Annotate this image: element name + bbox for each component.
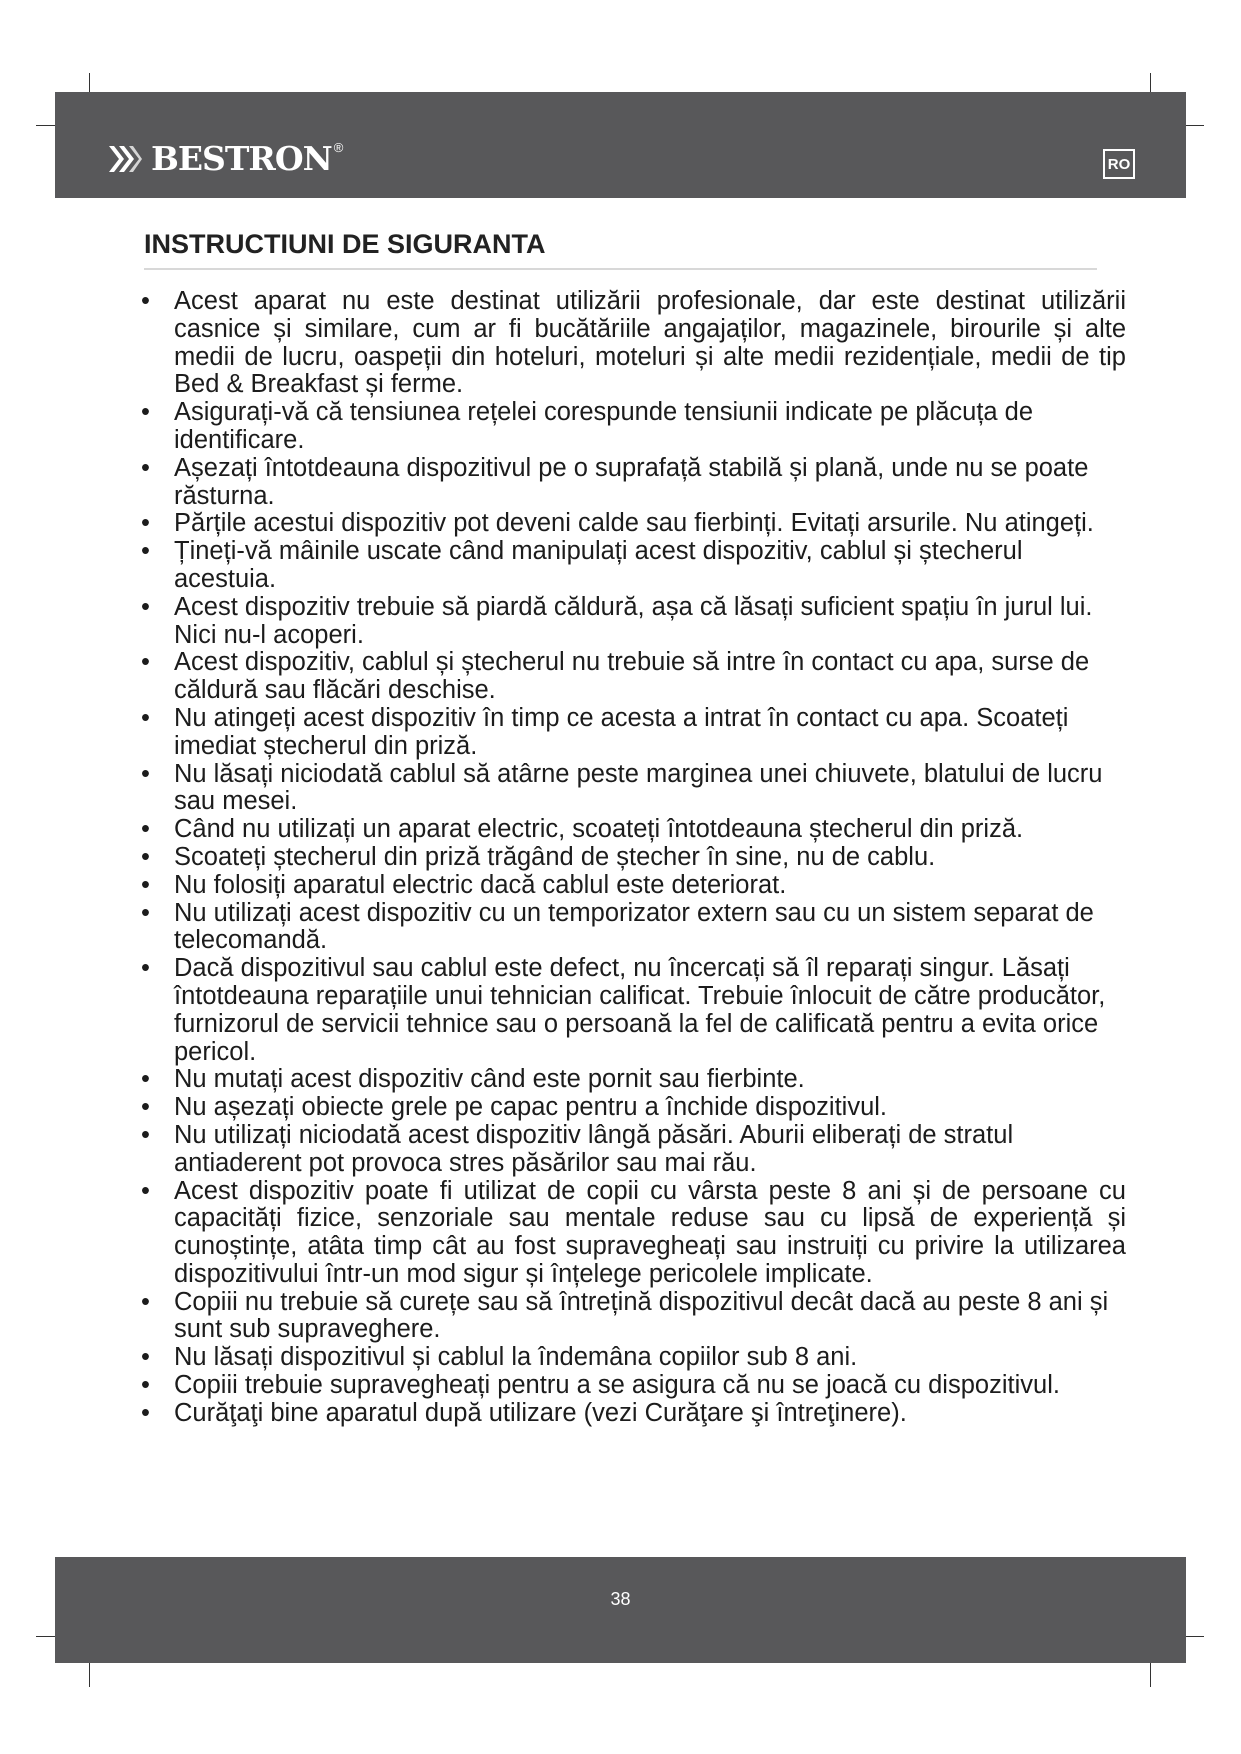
header-bar — [55, 92, 1186, 198]
list-item: • Nu utilizați acest dispozitiv cu un temporizator extern sau cu un sistem separat de telecomandă. — [141, 900, 1126, 956]
list-item: • Scoateți ștecherul din priză trăgând de ștecher în sine, nu de cablu. — [141, 844, 1126, 872]
list-item: • Acest aparat nu este destinat utilizării profesionale, dar este destinat utilizării casnice și similare, cum ar fi bucătăriile angajaților, magazinele, birourile și alte medii de lucru, oaspeții din hoteluri, moteluri și alte medii rezidențiale, medii de tip Bed & Breakfast și ferme. — [141, 288, 1126, 399]
list-item: • Curăţaţi bine aparatul după utilizare (vezi Curăţare şi întreţinere). — [141, 1400, 1126, 1428]
list-item: • Dacă dispozitivul sau cablul este defect, nu încercați să îl reparați singur. Lăsați întotdeauna reparațiile unui tehnician calificat. Trebuie înlocuit de către producător, furnizorul de servicii tehnice sau o persoană la fel de calificată pentru a evita orice pericol. — [141, 955, 1126, 1066]
list-item: • Nu atingeți acest dispozitiv în timp ce acesta a intrat în contact cu apa. Scoateți imediat ștecherul din priză. — [141, 705, 1126, 761]
list-item: • Așezați întotdeauna dispozitivul pe o suprafață stabilă și plană, unde nu se poate răsturna. — [141, 455, 1126, 511]
registered-mark: ® — [333, 140, 344, 155]
brand-logo — [107, 139, 344, 178]
list-item: • Acest dispozitiv, cablul și ștecherul nu trebuie să intre în contact cu apa, surse de căldură sau flăcări deschise. — [141, 649, 1126, 705]
list-item: • Nu așezați obiecte grele pe capac pentru a închide dispozitivul. — [141, 1094, 1126, 1122]
list-item: • Nu utilizați niciodată acest dispozitiv lângă păsări. Aburii eliberați de stratul antiaderent pot provoca stres păsărilor sau mai rău. — [141, 1122, 1126, 1178]
page-title: INSTRUCTIUNI DE SIGURANTA — [144, 229, 546, 259]
title-divider — [144, 268, 1097, 270]
list-item: • Copiii trebuie supravegheați pentru a se asigura că nu se joacă cu dispozitivul. — [141, 1372, 1126, 1400]
brand-name: BESTRON — [151, 139, 332, 178]
list-item: • Țineți-vă mâinile uscate când manipulați acest dispozitiv, cablul și ștecherul acestuia. — [141, 538, 1126, 594]
list-item: • Părțile acestui dispozitiv pot deveni calde sau fierbinți. Evitați arsurile. Nu atingeți. — [141, 510, 1126, 538]
list-item: • Acest dispozitiv trebuie să piardă căldură, așa că lăsați suficient spațiu în jurul lui. Nici nu-l acoperi. — [141, 594, 1126, 650]
list-item: • Copiii nu trebuie să curețe sau să întrețină dispozitivul decât dacă au peste 8 ani și sunt sub supraveghere. — [141, 1289, 1126, 1345]
list-item: • Acest dispozitiv poate fi utilizat de copii cu vârsta peste 8 ani și de persoane cu capacități fizice, senzoriale sau mentale reduse sau cu lipsă de experiență și cunoștințe, atâta timp cât au fost supravegheați sau instruiți cu privire la utilizarea dispozitivului într-un mod sigur și înțelege pericolele implicate. — [141, 1178, 1126, 1289]
safety-instructions-list — [141, 288, 1126, 1428]
footer-bar — [55, 1557, 1186, 1663]
list-item: • Nu mutați acest dispozitiv când este pornit sau fierbinte. — [141, 1066, 1126, 1094]
language-badge: RO — [1103, 149, 1135, 179]
list-item: • Când nu utilizați un aparat electric, scoateți întotdeauna ștecherul din priză. — [141, 816, 1126, 844]
list-item: • Nu lăsați dispozitivul și cablul la îndemâna copiilor sub 8 ani. — [141, 1344, 1126, 1372]
chevron-logo-icon — [107, 144, 143, 174]
page-number: 38 — [610, 1589, 631, 1609]
list-item: • Asigurați-vă că tensiunea rețelei corespunde tensiunii indicate pe plăcuța de identificare. — [141, 399, 1126, 455]
list-item: • Nu folosiți aparatul electric dacă cablul este deteriorat. — [141, 872, 1126, 900]
list-item: • Nu lăsați niciodată cablul să atârne peste marginea unei chiuvete, blatului de lucru sau mesei. — [141, 761, 1126, 817]
